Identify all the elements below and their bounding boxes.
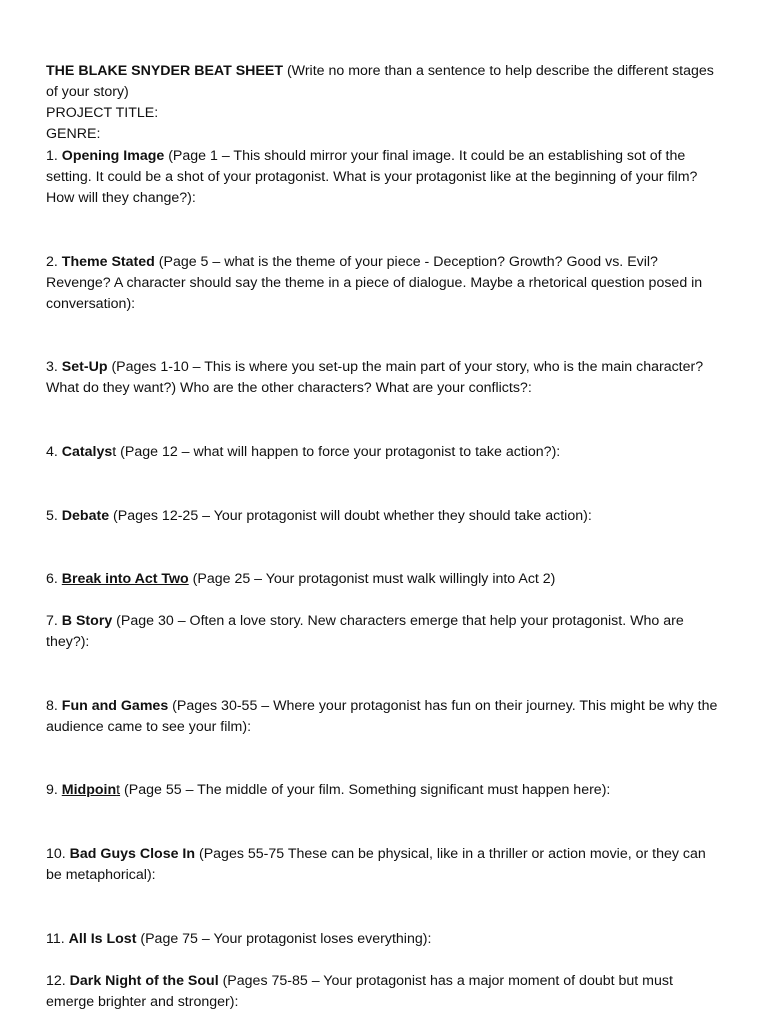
- beat-number: 9.: [46, 782, 62, 798]
- beat-break-into-act-two: [46, 569, 722, 590]
- beat-name: B Story: [61, 613, 113, 629]
- beat-set-up: [46, 357, 722, 399]
- beat-midpoint: [46, 780, 722, 801]
- beat-description: (Pages 55-75 These can be physical, like in a thriller or action movie, or they can be metaphorical):: [46, 846, 706, 884]
- beat-name: Set-Up: [61, 359, 108, 375]
- beat-number: 1.: [46, 148, 62, 164]
- beat-number: 3.: [46, 359, 62, 375]
- beat-number: 11.: [46, 931, 69, 947]
- beat-name: Fun and Games: [61, 698, 169, 714]
- beat-number: 4.: [46, 444, 62, 460]
- beat-description: (Page 5 – what is the theme of your piece - Deception? Growth? Good vs. Evil? Revenge? A character should say the theme in a piece of dialogue. Maybe a rhetorical question posed in conversation):: [46, 254, 703, 313]
- beat-description: (Page 75 – Your protagonist loses everything):: [136, 931, 432, 947]
- beat-description: (Pages 1-10 – This is where you set-up the main part of your story, who is the main character? What do they want?) Who are the other characters? What are your conflicts?:: [46, 359, 704, 397]
- beat-name: Debate: [61, 508, 110, 524]
- beat-description: (Page 12 – what will happen to force your protagonist to take action?):: [116, 444, 561, 460]
- beat-name: All Is Lost: [68, 931, 137, 947]
- beat-theme-stated: [46, 252, 722, 316]
- beat-name: Opening Image: [61, 148, 165, 164]
- beat-name: Break into Act Two: [61, 571, 189, 587]
- beat-opening-image: [46, 146, 722, 210]
- genre-label: GENRE:: [46, 126, 101, 142]
- beat-number: 10.: [46, 846, 70, 862]
- beat-description: (Pages 12-25 – Your protagonist will doubt whether they should take action):: [109, 508, 592, 524]
- beat-name: Theme Stated: [61, 254, 155, 270]
- project-title-label: PROJECT TITLE:: [46, 105, 159, 121]
- beat-dark-night-of-the-soul: [46, 971, 722, 1013]
- beat-description: (Page 55 – The middle of your film. Something significant must happen here):: [120, 782, 611, 798]
- beat-number: 12.: [46, 973, 70, 989]
- beat-description: (Page 1 – This should mirror your final image. It could be an establishing sot of the setting. It could be a shot of your protagonist. What is your protagonist like at the beginning of your film? How will they change?):: [46, 148, 698, 207]
- beat-number: 8.: [46, 698, 62, 714]
- beat-description: (Pages 30-55 – Where your protagonist has fun on their journey. This might be why the audience came to see your film):: [46, 698, 718, 736]
- beat-catalyst: [46, 442, 722, 463]
- beat-b-story: [46, 611, 722, 653]
- beat-sheet-intro: [46, 61, 722, 103]
- beat-name: Catalys: [61, 444, 113, 460]
- beat-description: (Page 30 – Often a love story. New characters emerge that help your protagonist. Who are they?):: [46, 613, 684, 651]
- beat-number: 6.: [46, 571, 62, 587]
- beat-name: Dark Night of the Soul: [69, 973, 219, 989]
- beat-fun-and-games: [46, 696, 722, 738]
- beat-description: (Pages 75-85 – Your protagonist has a major moment of doubt but must emerge brighter and stronger):: [46, 973, 673, 1011]
- beat-all-is-lost: [46, 929, 722, 950]
- beat-name: Bad Guys Close In: [69, 846, 196, 862]
- beat-name-tail: t: [112, 444, 117, 460]
- beat-debate: [46, 506, 722, 527]
- beat-number: 5.: [46, 508, 62, 524]
- beat-number: 2.: [46, 254, 62, 270]
- beat-number: 7.: [46, 613, 62, 629]
- document-title: THE BLAKE SNYDER BEAT SHEET: [46, 63, 284, 79]
- title-note: (Write no more than a sentence to help describe the different stages of your story): [46, 63, 714, 101]
- beat-name: Midpoin: [61, 782, 117, 798]
- beat-description: (Page 25 – Your protagonist must walk willingly into Act 2): [188, 571, 556, 587]
- beat-bad-guys-close-in: [46, 844, 722, 886]
- beat-name-tail: t: [116, 782, 121, 798]
